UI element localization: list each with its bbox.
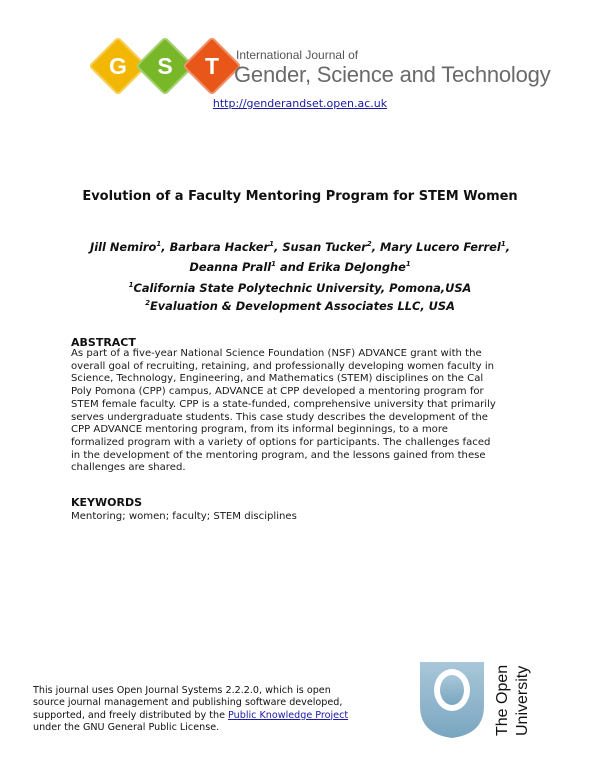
open-university-wordmark [494, 658, 546, 740]
ou-wordmark-line2: University [514, 665, 531, 736]
affiliation-text: California State Polytechnic University, Pomona,USA [133, 280, 472, 295]
author-name: Jill Nemiro [89, 239, 157, 254]
open-university-shield-icon [418, 660, 490, 740]
affiliation-list [60, 278, 540, 314]
abstract-line: in the development of the mentoring program, and the lessons gained from these [71, 449, 486, 461]
abstract-line: As part of a five-year National Science Foundation (NSF) ADVANCE grant with the [71, 348, 482, 359]
author [308, 260, 411, 274]
journal-name-line1: International Journal of [236, 48, 359, 62]
keywords-text: Mentoring; women; faculty; STEM disciplines [71, 511, 297, 522]
journal-url [0, 97, 600, 110]
author-separator: , [505, 239, 511, 254]
abstract-line: formalized program with a variety of options for participants. The challenges faced [71, 436, 491, 448]
logo-letter: T [204, 53, 220, 79]
affiliation-number: 2 [145, 298, 150, 307]
author-affiliation-mark: 1 [269, 240, 275, 248]
abstract-line: Poly Pomona (CPP) campus, ADVANCE at CPP developed a mentoring program for [71, 386, 484, 398]
abstract-line: serves undergraduate students. This case study describes the development of the [71, 411, 489, 423]
author-affiliation-mark: 1 [405, 259, 411, 268]
author-list [60, 236, 540, 276]
author-separator: , [371, 239, 381, 254]
journal-logo [88, 36, 551, 96]
author [170, 240, 283, 254]
footer-line: This journal uses Open Journal Systems 2.2.2.0, which is open [33, 685, 331, 696]
paper-title: Evolution of a Faculty Mentoring Program for STEM Women [82, 189, 518, 204]
abstract-line: challenges are shared. [71, 462, 186, 474]
abstract-heading: ABSTRACT [71, 336, 136, 349]
author-affiliation-mark: 1 [156, 240, 162, 248]
pkp-link[interactable]: Public Knowledge Project [228, 709, 349, 721]
affiliation-text: Evaluation & Development Associates LLC, USA [149, 298, 455, 313]
abstract-line: STEM female faculty. CPP is a state-funded, comprehensive university that primarily [71, 398, 496, 410]
abstract-body [71, 348, 529, 475]
author-name: Susan Tucker [282, 239, 367, 254]
ou-wordmark-line1: The Open [494, 664, 511, 736]
ojs-footer-note [33, 685, 393, 734]
abstract-line: CPP ADVANCE mentoring program, from its informal beginnings, to a more [71, 424, 448, 436]
author-separator: , [161, 239, 170, 254]
footer-line [33, 710, 393, 722]
author [380, 240, 510, 254]
author [189, 260, 308, 274]
author [282, 240, 380, 254]
author-affiliation-mark: 2 [366, 240, 372, 248]
affiliation [60, 296, 540, 314]
affiliation [60, 278, 540, 296]
logo-letter: G [109, 53, 127, 79]
abstract-line: Science, Technology, Engineering, and Mathematics (STEM) disciplines on the Cal [71, 373, 484, 385]
author-separator: , [274, 239, 283, 254]
logo-diamond-t [182, 36, 242, 96]
affiliation-number: 1 [128, 281, 134, 289]
logo-letter: S [157, 53, 173, 79]
author-affiliation-mark: 1 [500, 240, 506, 248]
journal-name-line2: Gender, Science and Technology [234, 62, 551, 87]
author-name: Erika DeJonghe [307, 259, 406, 274]
author-name: Barbara Hacker [169, 239, 270, 254]
footer-line: source journal management and publishing software developed, [33, 697, 343, 709]
author-name: Mary Lucero Ferrel [380, 239, 501, 254]
author-affiliation-mark: 1 [271, 259, 277, 268]
footer-line-text: supported, and freely distributed by the [33, 709, 229, 721]
author-separator: and [276, 259, 308, 274]
author [90, 240, 170, 254]
abstract-line: overall goal of recruiting, retaining, and professionally developing women faculty in [71, 360, 495, 372]
keywords-heading: KEYWORDS [71, 496, 143, 509]
journal-url-link[interactable]: http://genderandset.open.ac.uk [212, 97, 388, 110]
author-name: Deanna Prall [189, 259, 272, 274]
open-university-logo [418, 660, 530, 740]
footer-line: under the GNU General Public License. [33, 721, 220, 733]
